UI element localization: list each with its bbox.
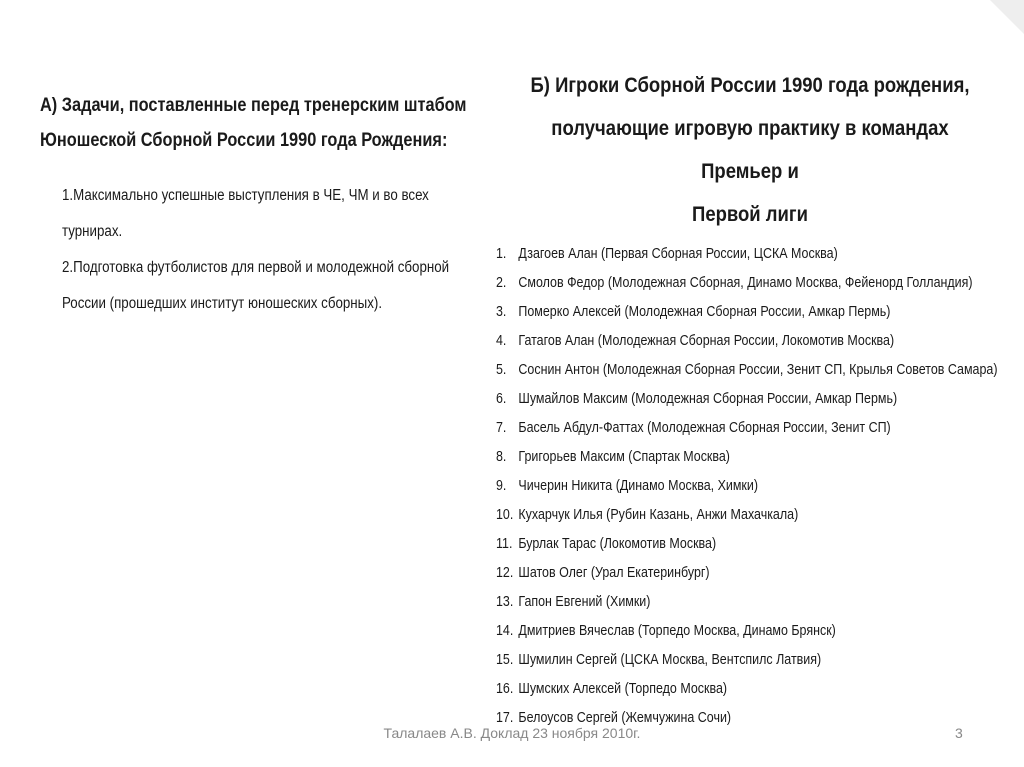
player-item bbox=[496, 385, 943, 414]
player-number: 5. bbox=[496, 362, 507, 378]
player-number: 12. bbox=[496, 565, 514, 581]
player-number: 10. bbox=[496, 507, 514, 523]
player-item bbox=[496, 269, 973, 298]
player-number: 4. bbox=[496, 333, 507, 349]
player-number: 13. bbox=[496, 594, 514, 610]
tasks-section bbox=[40, 88, 480, 322]
task-item-1: 1.Максимально успешные выступления в ЧЕ, ЧМ и во всех турнирах. bbox=[62, 187, 429, 240]
player-item bbox=[496, 327, 943, 356]
tasks-heading bbox=[40, 88, 470, 158]
player-number: 9. bbox=[496, 478, 507, 494]
page-number: 3 bbox=[955, 725, 963, 741]
player-text: Шумских Алексей (Торпедо Москва) bbox=[518, 681, 728, 697]
player-text: Басель Абдул-Фаттах (Молодежная Сборная России, Зенит СП) bbox=[518, 420, 891, 436]
player-number: 7. bbox=[496, 420, 507, 436]
player-text: Соснин Антон (Молодежная Сборная России, Зенит СП, Крылья Советов Самара) bbox=[518, 362, 998, 378]
player-item bbox=[496, 675, 943, 704]
player-text: Шумилин Сергей (ЦСКА Москва, Вентспилс Латвия) bbox=[518, 652, 822, 668]
player-item bbox=[496, 443, 943, 472]
player-text: Шумайлов Максим (Молодежная Сборная России, Амкар Пермь) bbox=[518, 391, 898, 407]
player-text: Гатагов Алан (Молодежная Сборная России, Локомотив Москва) bbox=[518, 333, 895, 349]
player-item bbox=[496, 298, 943, 327]
player-text: Чичерин Никита (Динамо Москва, Химки) bbox=[518, 478, 759, 494]
page-corner-decoration bbox=[990, 0, 1024, 34]
player-number: 14. bbox=[496, 623, 514, 639]
player-text: Дмитриев Вячеслав (Торпедо Москва, Динамо Брянск) bbox=[518, 623, 836, 639]
player-item bbox=[496, 501, 943, 530]
task-item-2: 2.Подготовка футболистов для первой и молодежной сборной России (прошедших институт юношеских сборных). bbox=[62, 259, 450, 312]
player-number: 15. bbox=[496, 652, 514, 668]
players-heading-line-3: Первой лиги bbox=[692, 203, 808, 226]
player-item bbox=[496, 530, 943, 559]
player-text: Померко Алексей (Молодежная Сборная России, Амкар Пермь) bbox=[518, 304, 891, 320]
player-number: 6. bbox=[496, 391, 507, 407]
player-text: Шатов Олег (Урал Екатеринбург) bbox=[518, 565, 710, 581]
players-section bbox=[486, 64, 1016, 733]
players-list bbox=[496, 240, 1016, 733]
player-text: Белоусов Сергей (Жемчужина Сочи) bbox=[518, 710, 732, 726]
player-number: 17. bbox=[496, 710, 514, 726]
player-text: Бурлак Тарас (Локомотив Москва) bbox=[518, 536, 717, 552]
player-number: 11. bbox=[496, 536, 513, 552]
players-heading-line-2: получающие игровую практику в командах Премьер и bbox=[551, 117, 949, 183]
player-text: Кухарчук Илья (Рубин Казань, Анжи Махачкала) bbox=[518, 507, 799, 523]
player-item bbox=[496, 240, 943, 269]
player-number: 8. bbox=[496, 449, 507, 465]
players-heading bbox=[512, 64, 987, 236]
player-number: 16. bbox=[496, 681, 514, 697]
player-text: Гапон Евгений (Химки) bbox=[518, 594, 651, 610]
player-number: 3. bbox=[496, 304, 507, 320]
players-heading-line-1: Б) Игроки Сборной России 1990 года рождения, bbox=[530, 74, 970, 97]
footer-text: Талалаев А.В. Доклад 23 ноября 2010г. bbox=[383, 725, 641, 741]
player-item bbox=[496, 472, 943, 501]
tasks-list bbox=[62, 178, 475, 322]
player-text: Дзагоев Алан (Первая Сборная России, ЦСКА Москва) bbox=[518, 246, 838, 262]
player-item bbox=[496, 646, 943, 675]
player-item bbox=[496, 414, 943, 443]
player-item bbox=[496, 588, 943, 617]
player-text: Смолов Федор (Молодежная Сборная, Динамо Москва, Фейенорд Голландия) bbox=[518, 275, 973, 291]
player-item bbox=[496, 617, 943, 646]
player-number: 1. bbox=[496, 246, 507, 262]
player-item bbox=[496, 559, 943, 588]
tasks-heading-line-2: Юношеской Сборной России 1990 года Рождения: bbox=[40, 130, 448, 151]
player-number: 2. bbox=[496, 275, 507, 291]
player-item bbox=[496, 356, 998, 385]
player-text: Григорьев Максим (Спартак Москва) bbox=[518, 449, 730, 465]
tasks-heading-line-1: А) Задачи, поставленные перед тренерским штабом bbox=[40, 95, 467, 116]
